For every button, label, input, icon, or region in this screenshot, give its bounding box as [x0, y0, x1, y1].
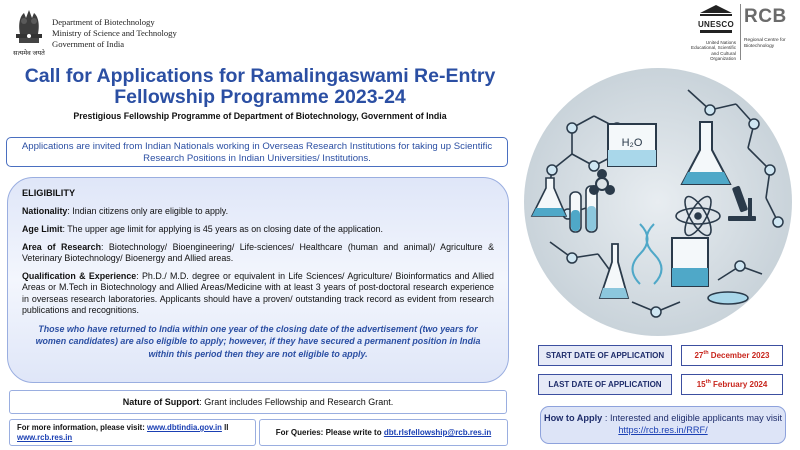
rcb-org-name: Regional Centre for Biotechnology — [744, 38, 786, 49]
ministry-line-government: Government of India — [52, 39, 125, 49]
start-date-month-year: December 2023 — [708, 351, 770, 360]
invitation-text: Applications are invited from Indian Nationals working in Overseas Research Institutions for taking up Scientific Research Positions in Indian Universities/ Institutions. — [21, 141, 493, 164]
qualification-text: : Ph.D./ M.D. degree or equivalent in Life Sciences/ Agriculture/ Bioinformatics and Allied Areas or M.Tech in Biotechnology and Allied Areas/Medicine with at least 3 years of post-doctoral research experience in overseas research laboratories. Applicants should have a proven/ outstanding track record as evident from research publications and recognitions. — [22, 270, 494, 315]
queries-prefix: For Queries: Please write to — [275, 428, 384, 437]
rcb-letters: RCB — [744, 6, 787, 27]
rcb-website-link[interactable]: www.rcb.res.in — [17, 433, 73, 442]
apply-link[interactable]: https://rcb.res.in/RRF/ — [618, 425, 708, 435]
logo-divider — [740, 4, 741, 60]
last-date-value — [681, 374, 783, 395]
rcb-logo-text — [744, 6, 796, 28]
support-box — [9, 390, 507, 414]
last-date-label: LAST DATE OF APPLICATION — [538, 374, 672, 395]
eligibility-age — [22, 224, 494, 235]
title-line-1: Call for Applications for Ramalingaswami Re-Entry — [24, 65, 496, 87]
emblem-motto: सत्यमेव जयते — [13, 50, 45, 57]
qualification-label: Qualification & Experience — [22, 270, 137, 281]
how-to-apply-label: How to Apply — [543, 413, 603, 423]
last-date-month-year: February 2024 — [710, 380, 768, 389]
dbt-website-link[interactable]: www.dbtindia.gov.in — [146, 423, 222, 432]
unesco-logo-text: UNESCO — [697, 20, 735, 29]
more-info-prefix: For more information, please visit: — [17, 423, 147, 432]
page-title — [0, 66, 520, 108]
eligibility-panel — [7, 177, 509, 383]
ministry-line-ministry: Ministry of Science and Technology — [52, 28, 177, 38]
age-text: : The upper age limit for applying is 45 years as on closing date of the application. — [62, 224, 383, 235]
invitation-box — [6, 137, 508, 167]
how-to-apply-text: : Interested and eligible applicants may visit — [602, 413, 783, 423]
queries-email-link[interactable]: dbt.rlsfellowship@rcb.res.in — [383, 428, 492, 437]
rcb-logo — [744, 6, 796, 49]
page-subtitle: Prestigious Fellowship Programme of Department of Biotechnology, Government of India — [73, 111, 447, 121]
more-info-box — [9, 419, 256, 446]
nationality-label: Nationality — [22, 206, 68, 217]
national-emblem-logo — [8, 4, 50, 60]
start-date-label: START DATE OF APPLICATION — [538, 345, 672, 366]
eligibility-nationality — [22, 206, 494, 217]
nationality-text: : Indian citizens only are eligible to apply. — [67, 206, 229, 217]
beaker-icon — [608, 124, 656, 166]
eligibility-qualification — [22, 271, 494, 316]
queries-box — [259, 419, 508, 446]
unesco-org-name: United Nations Educational, Scientific and Cultural Organization — [691, 40, 736, 62]
start-date-suffix: th — [703, 350, 709, 356]
eligibility-heading: ELIGIBILITY — [22, 188, 76, 198]
start-date-value — [681, 345, 783, 366]
how-to-apply-box — [540, 406, 786, 444]
ministry-line-department: Department of Biotechnology — [52, 17, 155, 27]
bottom-beaker-icon — [672, 238, 708, 286]
area-label: Area of Research — [22, 241, 101, 252]
age-label: Age Limit — [22, 224, 63, 235]
start-date-day: 27 — [694, 351, 704, 360]
beaker-label: H₂O — [621, 137, 643, 149]
link-separator: ll — [221, 423, 229, 432]
eligibility-note: Those who have returned to India within one year of the closing date of the advertisement (two years for women candidates) are also eligible to apply; however, if they have secured a permanent position in India within this period then they are not eligible to apply. — [35, 323, 481, 359]
ministry-text — [52, 17, 177, 50]
last-date-suffix: th — [705, 379, 711, 385]
eligibility-area — [22, 242, 494, 265]
area-text: : Biotechnology/ Bioengineering/ Life-sciences/ Healthcare (human and animal)/ Agriculture & Veterinary Biotechnology/ Bioenergy and Allied areas. — [22, 241, 494, 264]
last-date-day: 15 — [696, 380, 706, 389]
support-label: Nature of Support — [122, 397, 200, 407]
science-illustration — [522, 66, 794, 338]
support-text: : Grant includes Fellowship and Research Grant. — [199, 397, 394, 407]
petri-dish-icon — [708, 292, 748, 304]
title-line-2: Fellowship Programme 2023-24 — [114, 86, 406, 108]
